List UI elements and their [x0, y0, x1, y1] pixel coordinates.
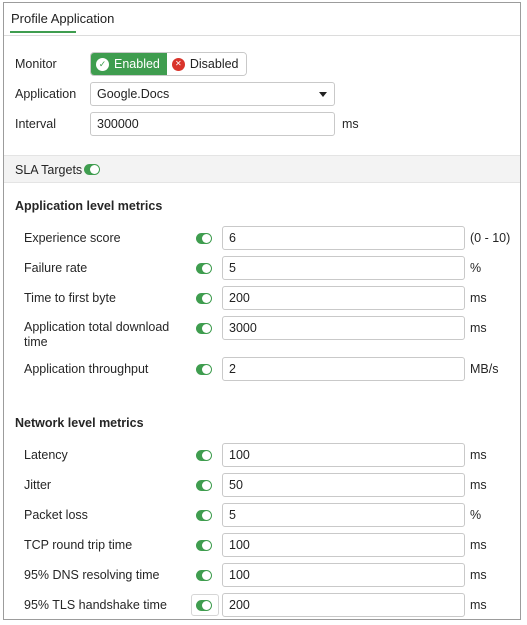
metric-value: 100	[229, 568, 250, 582]
tls-input[interactable]	[222, 593, 465, 617]
profile-application-panel	[3, 2, 521, 620]
experience-score-input[interactable]	[222, 226, 465, 250]
throughput-toggle-switch-icon[interactable]	[196, 364, 212, 375]
monitor-row	[4, 52, 520, 76]
x-circle-icon: ✕	[172, 58, 185, 71]
metric-latency	[4, 443, 520, 467]
metric-unit: ms	[470, 291, 487, 305]
metric-throughput	[4, 357, 520, 381]
caret-down-icon	[319, 92, 327, 97]
metric-jitter	[4, 473, 520, 497]
enabled-option[interactable]	[91, 53, 167, 75]
dns-toggle-switch-icon[interactable]	[196, 570, 212, 581]
metric-label: Failure rate	[24, 261, 88, 275]
tls-toggle-switch-icon[interactable]	[196, 600, 212, 611]
metric-value: 2	[229, 362, 236, 376]
metric-experience-score	[4, 226, 520, 250]
ttfb-input[interactable]	[222, 286, 465, 310]
metric-dns-resolving	[4, 563, 520, 587]
failure-rate-input[interactable]	[222, 256, 465, 280]
jitter-input[interactable]	[222, 473, 465, 497]
metric-value: 100	[229, 538, 250, 552]
tcp-rtt-toggle-switch-icon[interactable]	[196, 540, 212, 551]
app-metrics-title: Application level metrics	[15, 199, 163, 213]
latency-toggle-switch-icon[interactable]	[196, 450, 212, 461]
monitor-toggle-group	[90, 52, 247, 76]
metric-unit: ms	[470, 538, 487, 552]
title-underline	[10, 31, 76, 33]
metric-label: 95% TLS handshake time	[24, 598, 167, 612]
metric-value: 3000	[229, 321, 257, 335]
sla-targets-bar	[4, 155, 520, 183]
metric-tls-handshake	[4, 593, 520, 617]
metric-failure-rate	[4, 256, 520, 280]
interval-value: 300000	[97, 117, 139, 131]
application-label: Application	[15, 87, 77, 101]
metric-value: 50	[229, 478, 243, 492]
panel-header	[4, 3, 520, 36]
application-value: Google.Docs	[97, 87, 170, 101]
interval-row	[4, 112, 520, 136]
metric-unit: ms	[470, 321, 487, 335]
sla-toggle-switch-icon[interactable]	[84, 164, 100, 175]
experience-score-toggle-switch-icon[interactable]	[196, 233, 212, 244]
metric-total-download-time	[4, 316, 520, 352]
metric-time-to-first-byte	[4, 286, 520, 310]
latency-input[interactable]	[222, 443, 465, 467]
metric-unit: %	[470, 261, 482, 275]
metric-label: Experience score	[24, 231, 121, 245]
metric-unit: ms	[470, 598, 487, 612]
metric-value: 6	[229, 231, 236, 245]
metric-value: 200	[229, 598, 250, 612]
metric-label: Latency	[24, 448, 68, 462]
metric-label: Jitter	[24, 478, 52, 492]
monitor-label: Monitor	[15, 57, 57, 71]
dns-input[interactable]	[222, 563, 465, 587]
download-time-toggle-switch-icon[interactable]	[196, 323, 212, 334]
metric-value: 5	[229, 508, 236, 522]
metric-tcp-rtt	[4, 533, 520, 557]
failure-rate-toggle-switch-icon[interactable]	[196, 263, 212, 274]
net-metrics-title: Network level metrics	[15, 416, 144, 430]
metric-label: Time to first byte	[24, 291, 116, 305]
interval-input[interactable]	[90, 112, 335, 136]
metric-value: 200	[229, 291, 250, 305]
metric-unit: ms	[470, 478, 487, 492]
panel-title: Profile Application	[11, 11, 115, 26]
packet-loss-input[interactable]	[222, 503, 465, 527]
metric-label: Application throughput	[24, 362, 149, 376]
interval-unit: ms	[342, 117, 359, 131]
interval-label: Interval	[15, 117, 56, 131]
metric-value: 5	[229, 261, 236, 275]
metric-unit: MB/s	[470, 362, 499, 376]
metric-label-line1: Application total download	[24, 320, 170, 334]
disabled-label: Disabled	[189, 57, 239, 71]
packet-loss-toggle-switch-icon[interactable]	[196, 510, 212, 521]
application-select[interactable]	[90, 82, 335, 106]
sla-targets-label: SLA Targets	[15, 163, 83, 177]
metric-value: 100	[229, 448, 250, 462]
metric-label: TCP round trip time	[24, 538, 133, 552]
application-row	[4, 82, 520, 106]
check-circle-icon: ✓	[96, 58, 109, 71]
ttfb-toggle-switch-icon[interactable]	[196, 293, 212, 304]
enabled-label: Enabled	[114, 57, 160, 71]
tcp-rtt-input[interactable]	[222, 533, 465, 557]
disabled-option[interactable]	[167, 53, 246, 75]
metric-unit: %	[470, 508, 482, 522]
jitter-toggle-switch-icon[interactable]	[196, 480, 212, 491]
metric-unit: (0 - 10)	[470, 231, 511, 245]
metric-label	[24, 320, 169, 350]
metric-unit: ms	[470, 568, 487, 582]
metric-label-line2: time	[24, 335, 48, 349]
download-time-input[interactable]	[222, 316, 465, 340]
metric-label: Packet loss	[24, 508, 88, 522]
throughput-input[interactable]	[222, 357, 465, 381]
metric-packet-loss	[4, 503, 520, 527]
metric-label: 95% DNS resolving time	[24, 568, 160, 582]
metric-unit: ms	[470, 448, 487, 462]
